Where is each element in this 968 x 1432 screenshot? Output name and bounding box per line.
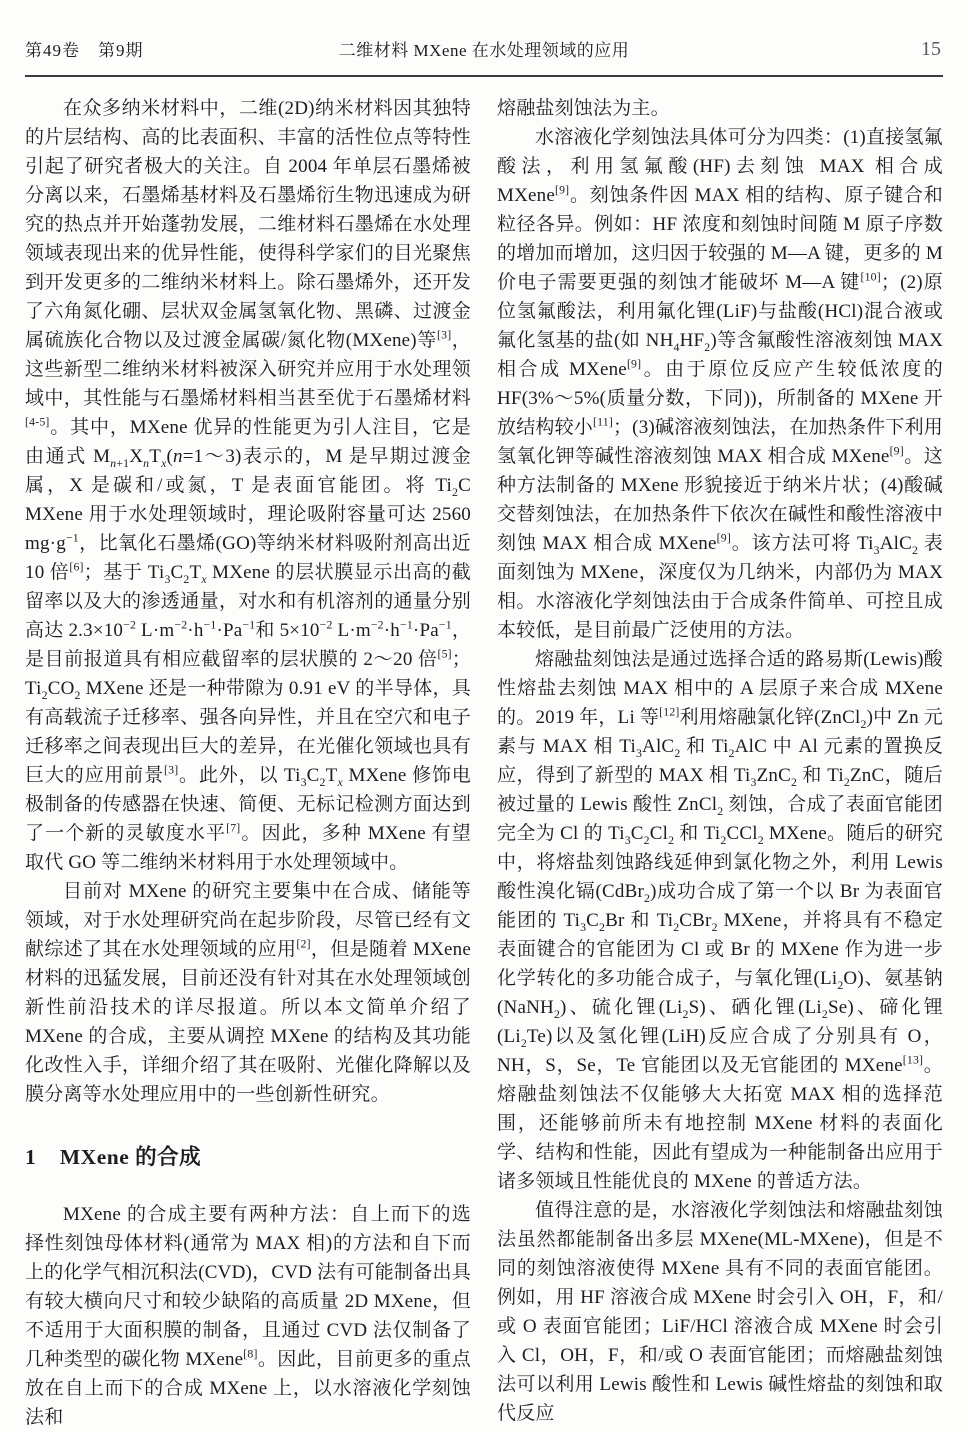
page-number: 15: [921, 38, 941, 60]
header-divider: [25, 75, 943, 77]
section-number: 1: [25, 1145, 37, 1169]
paragraph-synthesis-methods: MXene 的合成主要有两种方法：自上而下的选择性刻蚀母体材料(通常为 MAX 相)的方法和自下而上的化学气相沉积法(CVD)，CVD 法有可能制备出具有较大横向尺寸和较少缺陷的高质量 2D MXene，但不适用于大面积膜的制备，且通过 CVD 法仅制备了几种类型的碳化物 MXene[8]。因此，目前更多的重点放在自上而下的合成 MXene 上，以水溶液化学刻蚀法和: [25, 1204, 471, 1428]
paragraph-aqueous-etching: 水溶液化学刻蚀法具体可分为四类：(1)直接氢氟酸法，利用氢氟酸(HF)去刻蚀 MAX 相合成 MXene[9]。刻蚀条件因 MAX 相的结构、原子键合和粒径各异。例如：HF 浓度和刻蚀时间随 M 原子序数的增加而增加，这归因于较强的 M—A 键，更多的 M 价电子需要更强的刻蚀才能破坏 M—A 键[10]；(2)原位氢氟酸法，利用氟化锂(LiF)与盐酸(HCl)混合液或氟化氢基的盐(如 $NH_4HF_2$)等含氟酸性溶液刻蚀 MAX 相合成 MXene[9]。由于原位反应产生较低浓度的 HF(3%～5%(质量分数，下同))，所制备的 MXene 开放结构较小[11]；(3)碱溶液刻蚀法，在加热条件下利用氢氧化钾等碱性溶液刻蚀 MAX 相合成 MXene[9]。这种方法制备的 MXene 形貌接近于纳米片状；(4)酸碱交替刻蚀法，在加热条件下依次在碱性和酸性溶液中刻蚀 MAX 相合成 MXene[9]。该方法可将 $Ti_3AlC_2$ 表面刻蚀为 MXene，深度仅为几纳米，内部仍为 MAX 相。水溶液化学刻蚀法由于合成条件简单、可控且成本较低，是目前最广泛使用的方法。: [497, 127, 943, 641]
paragraph-continuation: 熔融盐刻蚀法为主。: [497, 98, 670, 119]
running-title: 二维材料 MXene 在水处理领域的应用: [338, 41, 630, 60]
section-heading: [25, 1140, 471, 1171]
paragraph-surface-groups: 值得注意的是，水溶液化学刻蚀法和熔融盐刻蚀法虽然都能制备出多层 MXene(ML-MXene)，但是不同的刻蚀溶液使得 MXene 具有不同的表面官能团。例如，用 HF 溶液合成 MXene 时会引入 OH，F，和/或 O 表面官能团；LiF/HCl 溶液合成 MXene 时会引入 Cl，OH，F，和/或 O 表面官能团；而熔融盐刻蚀法可以利用 Lewis 酸性和 Lewis 碱性熔盐的刻蚀和取代反应: [497, 1200, 943, 1424]
paragraph-molten-salt-etching: 熔融盐刻蚀法是通过选择合适的路易斯(Lewis)酸性熔盐去刻蚀 MAX 相中的 A 层原子来合成 MXene 的。2019 年，Li 等[12]利用熔融氯化锌(ZnCl$_2$)中 Zn 元素与 MAX 相 $Ti_3AlC_2$ 和 $Ti_2AlC$ 中 Al 元素的置换反应，得到了新型的 MAX 相 $Ti_3ZnC_2$ 和 $Ti_2ZnC$，随后被过量的 Lewis 酸性 ZnCl$_2$ 刻蚀，合成了表面官能团完全为 Cl 的 $Ti_3C_2Cl_2$ 和 $Ti_2CCl_2$ MXene。随后的研究中，将熔盐刻蚀路线延伸到氯化物之外，利用 Lewis 酸性溴化镉(CdBr$_2$)成功合成了第一个以 Br 为表面官能团的 $Ti_3C_2Br$ 和 $Ti_2CBr_2$ MXene，并将具有不稳定表面键合的官能团为 Cl 或 Br 的 MXene 作为进一步化学转化的多功能合成子，与氧化锂$(Li_2O)$、氨基钠(NaNH$_2$)、硫化锂$(Li_2S)$、硒化锂$(Li_2Se)$、碲化锂$(Li_2Te)$以及氢化锂(LiH)反应合成了分别具有 O，NH，S，Se，Te 官能团以及无官能团的 MXene[13]。熔融盐刻蚀法不仅能够大大拓宽 MAX 相的选择范围，还能够前所未有地控制 MXene 材料的表面化学、结构和性能，因此有望成为一种能制备出应用于诸多领域且性能优良的 MXene 的普适方法。: [497, 649, 944, 1192]
paragraph-intro: 在众多纳米材料中，二维(2D)纳米材料因其独特的片层结构、高的比表面积、丰富的活性位点等特性引起了研究者极大的关注。自 2004 年单层石墨烯被分离以来，石墨烯基材料及石墨烯衍生物迅速成为研究的热点并开始蓬勃发展，二维材料石墨烯在水处理领域表现出来的优异性能，使得科学家们的目光聚焦到开发更多的二维纳米材料上。除石墨烯外，还开发了六角氮化硼、层状双金属氢氧化物、黑磷、过渡金属硫族化合物以及过渡金属碳/氮化物(MXene)等[3]，这些新型二维纳米材料被深入研究并应用于水处理领域中，其性能与石墨烯材料相当甚至优于石墨烯材料[4-5]。其中，MXene 优异的性能更为引人注目，它是由通式 $M_{n+1}X_nT_x(n=1\sim 3)$表示的，M 是早期过渡金属，X 是碳和/或氮，T 是表面官能团。将 $Ti_2C$ MXene 用于水处理领域时，理论吸附容量可达 2560 $mg\cdot g^{-1}$，比氧化石墨烯(GO)等纳米材料吸附剂高出近 10 倍[6]；基于 $Ti_3C_2T_x$ MXene 的层状膜显示出高的截留率以及大的渗透通量，对水和有机溶剂的通量分别高达 $2.3\times 10^{-2}$ $L\cdot m^{-2}\cdot h^{-1}\cdot Pa^{-1}$和 $5\times 10^{-2}$ $L\cdot m^{-2}\cdot h^{-1}\cdot Pa^{-1}$，是目前报道具有相应截留率的层状膜的 2～20 倍[5]；$Ti_2CO_2$ MXene 还是一种带隙为 0.91 eV 的半导体，具有高载流子迁移率、强各向异性，并且在空穴和电子迁移率之间表现出巨大的差异，在光催化领域也具有巨大的应用前景[3]。此外，以 $Ti_3C_2T_x$ MXene 修饰电极制备的传感器在快速、简便、无标记检测方面达到了一个新的灵敏度水平[7]。因此，多种 MXene 有望取代 GO 等二维纳米材料用于水处理领域中。: [25, 98, 472, 873]
journal-issue: 第49卷 第9期: [25, 41, 144, 60]
right-column: [497, 94, 943, 1432]
article-body: [25, 94, 943, 1432]
paragraph-scope: 目前对 MXene 的研究主要集中在合成、储能等领域，对于水处理研究尚在起步阶段，尽管已经有文献综述了其在水处理领域的应用[2]，但是随着 MXene 材料的迅猛发展，目前还没有针对其在水处理领域创新性前沿技术的详尽报道。所以本文简单介绍了 MXene 的合成，主要从调控 MXene 的结构及其功能化改性入手，详细介绍了其在吸附、光催化降解以及膜分离等水处理应用中的一些创新性研究。: [25, 881, 471, 1105]
page-header: [25, 36, 943, 66]
left-column: [25, 94, 471, 1432]
section-title: MXene 的合成: [59, 1145, 202, 1169]
